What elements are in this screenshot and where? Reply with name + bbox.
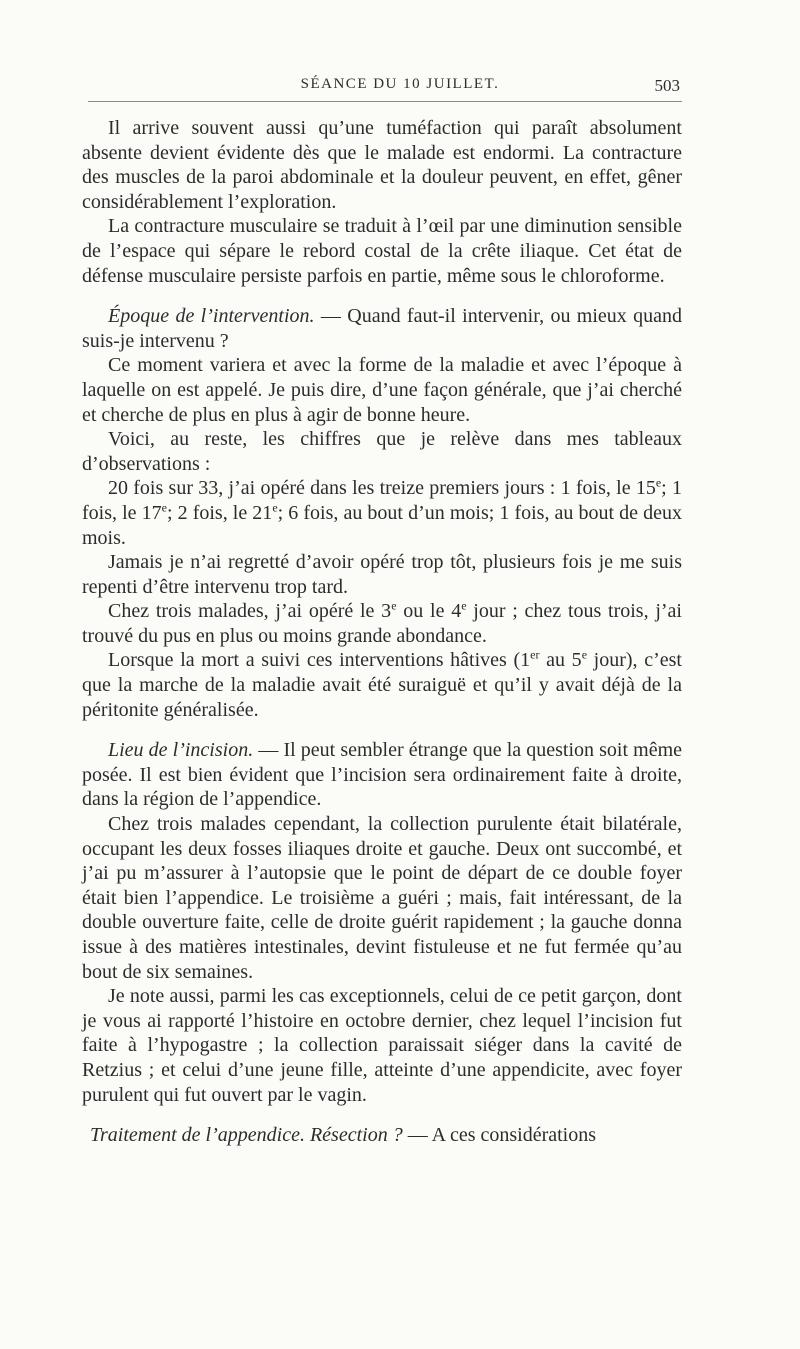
superscript: e <box>655 475 662 490</box>
running-title: SÉANCE DU 10 JUILLET. <box>300 76 500 92</box>
paragraph <box>82 648 682 722</box>
superscript: e <box>161 500 167 515</box>
superscript: e <box>461 598 467 613</box>
body-text <box>82 116 682 1148</box>
text-run: Chez trois malades, j’ai opéré le 3 <box>108 600 392 623</box>
text-run: ; 6 fois, au bout d’un mois; 1 fois, au bout de deux mois. <box>82 501 683 549</box>
section-epoque <box>82 304 682 353</box>
section-text: — A ces considérations <box>402 1124 597 1147</box>
text-run: ou le 4 <box>396 600 462 623</box>
text-run: 20 fois sur 33, j’ai opéré dans les treize premiers jours : 1 fois, le 15 <box>108 477 656 500</box>
text-run: jour), c’est que la marche de la maladie avait été suraiguë et qu’il y avait déjà de la péritonite généralisée. <box>82 649 682 721</box>
section-lieu <box>82 738 682 812</box>
section-heading: Époque de l’intervention. <box>108 305 315 328</box>
text-run: Lorsque la mort a suivi ces interventions hâtives (1 <box>108 649 531 672</box>
text-run: au 5 <box>539 649 582 672</box>
section-text: — Il peut sembler étrange que la question soit même posée. Il est bien évident que l’incision sera ordinairement faite à droite, dans la région de l’appendice. <box>82 739 683 811</box>
text-run: jour ; chez tous trois, j’ai trouvé du pus en plus ou moins grande abondance. <box>82 600 682 647</box>
paragraph: Jamais je n’ai regretté d’avoir opéré trop tôt, plusieurs fois je me suis repenti d’être intervenu trop tard. <box>82 551 682 598</box>
paragraph: Il arrive souvent aussi qu’une tuméfaction qui paraît absolument absente devient évidente dès que le malade est endormi. La contracture des muscles de la paroi abdominale et la douleur peuvent, en effet, gêner considérablement l’exploration. <box>82 117 682 213</box>
paragraph: Voici, au reste, les chiffres que je relève dans mes tableaux d’observations : <box>82 428 682 475</box>
section-heading: Lieu de l’incision. <box>108 739 254 762</box>
paragraph: Ce moment variera et avec la forme de la maladie et avec l’époque à laquelle on est appelé. Je puis dire, d’une façon générale, que j’ai cherché et cherche de plus en plus à agir de bonne heure. <box>82 354 682 426</box>
header-rule <box>88 101 682 102</box>
superscript: e <box>272 500 278 515</box>
superscript: er <box>530 647 540 662</box>
text-run: ; 2 fois, le 21 <box>166 501 273 524</box>
section-traitement <box>82 1123 682 1148</box>
section-heading: Traitement de l’appendice. Résection ? <box>90 1124 403 1147</box>
paragraph: Chez trois malades cependant, la collection purulente était bilatérale, occupant les deux fosses iliaques droite et gauche. Deux ont succombé, et j’ai pu m’assurer à l’autopsie que le point de départ de ce double foyer était bien l’appendice. Le troisième a guéri ; mais, fait intéressant, de la double ouverture faite, celle de droite guérit rapidement ; la gauche donna issue à des matières intestinales, devint fistuleuse et ne fut fermée qu’au bout de six semaines. <box>82 813 682 983</box>
text-run: ; 1 fois, le 17 <box>82 477 683 524</box>
page-header <box>0 76 800 98</box>
paragraph <box>82 599 682 648</box>
superscript: e <box>581 647 588 662</box>
superscript: e <box>391 598 397 613</box>
paragraph <box>82 476 682 550</box>
section-text: — Quand faut-il intervenir, ou mieux quand suis-je intervenu ? <box>82 305 683 352</box>
page-number: 503 <box>654 76 680 95</box>
paragraph: La contracture musculaire se traduit à l’œil par une diminution sensible de l’espace qui sépare le rebord costal de la crête iliaque. Cet état de défense musculaire persiste parfois en partie, même sous le chloroforme. <box>82 215 682 287</box>
paragraph: Je note aussi, parmi les cas exceptionnels, celui de ce petit garçon, dont je vous ai rapporté l’histoire en octobre dernier, chez lequel l’incision fut faite à l’hypogastre ; la collection paraissait siéger dans la cavité de Retzius ; et celui d’une jeune fille, atteinte d’une appendicite, avec foyer purulent qui fut ouvert par le vagin. <box>82 985 682 1106</box>
